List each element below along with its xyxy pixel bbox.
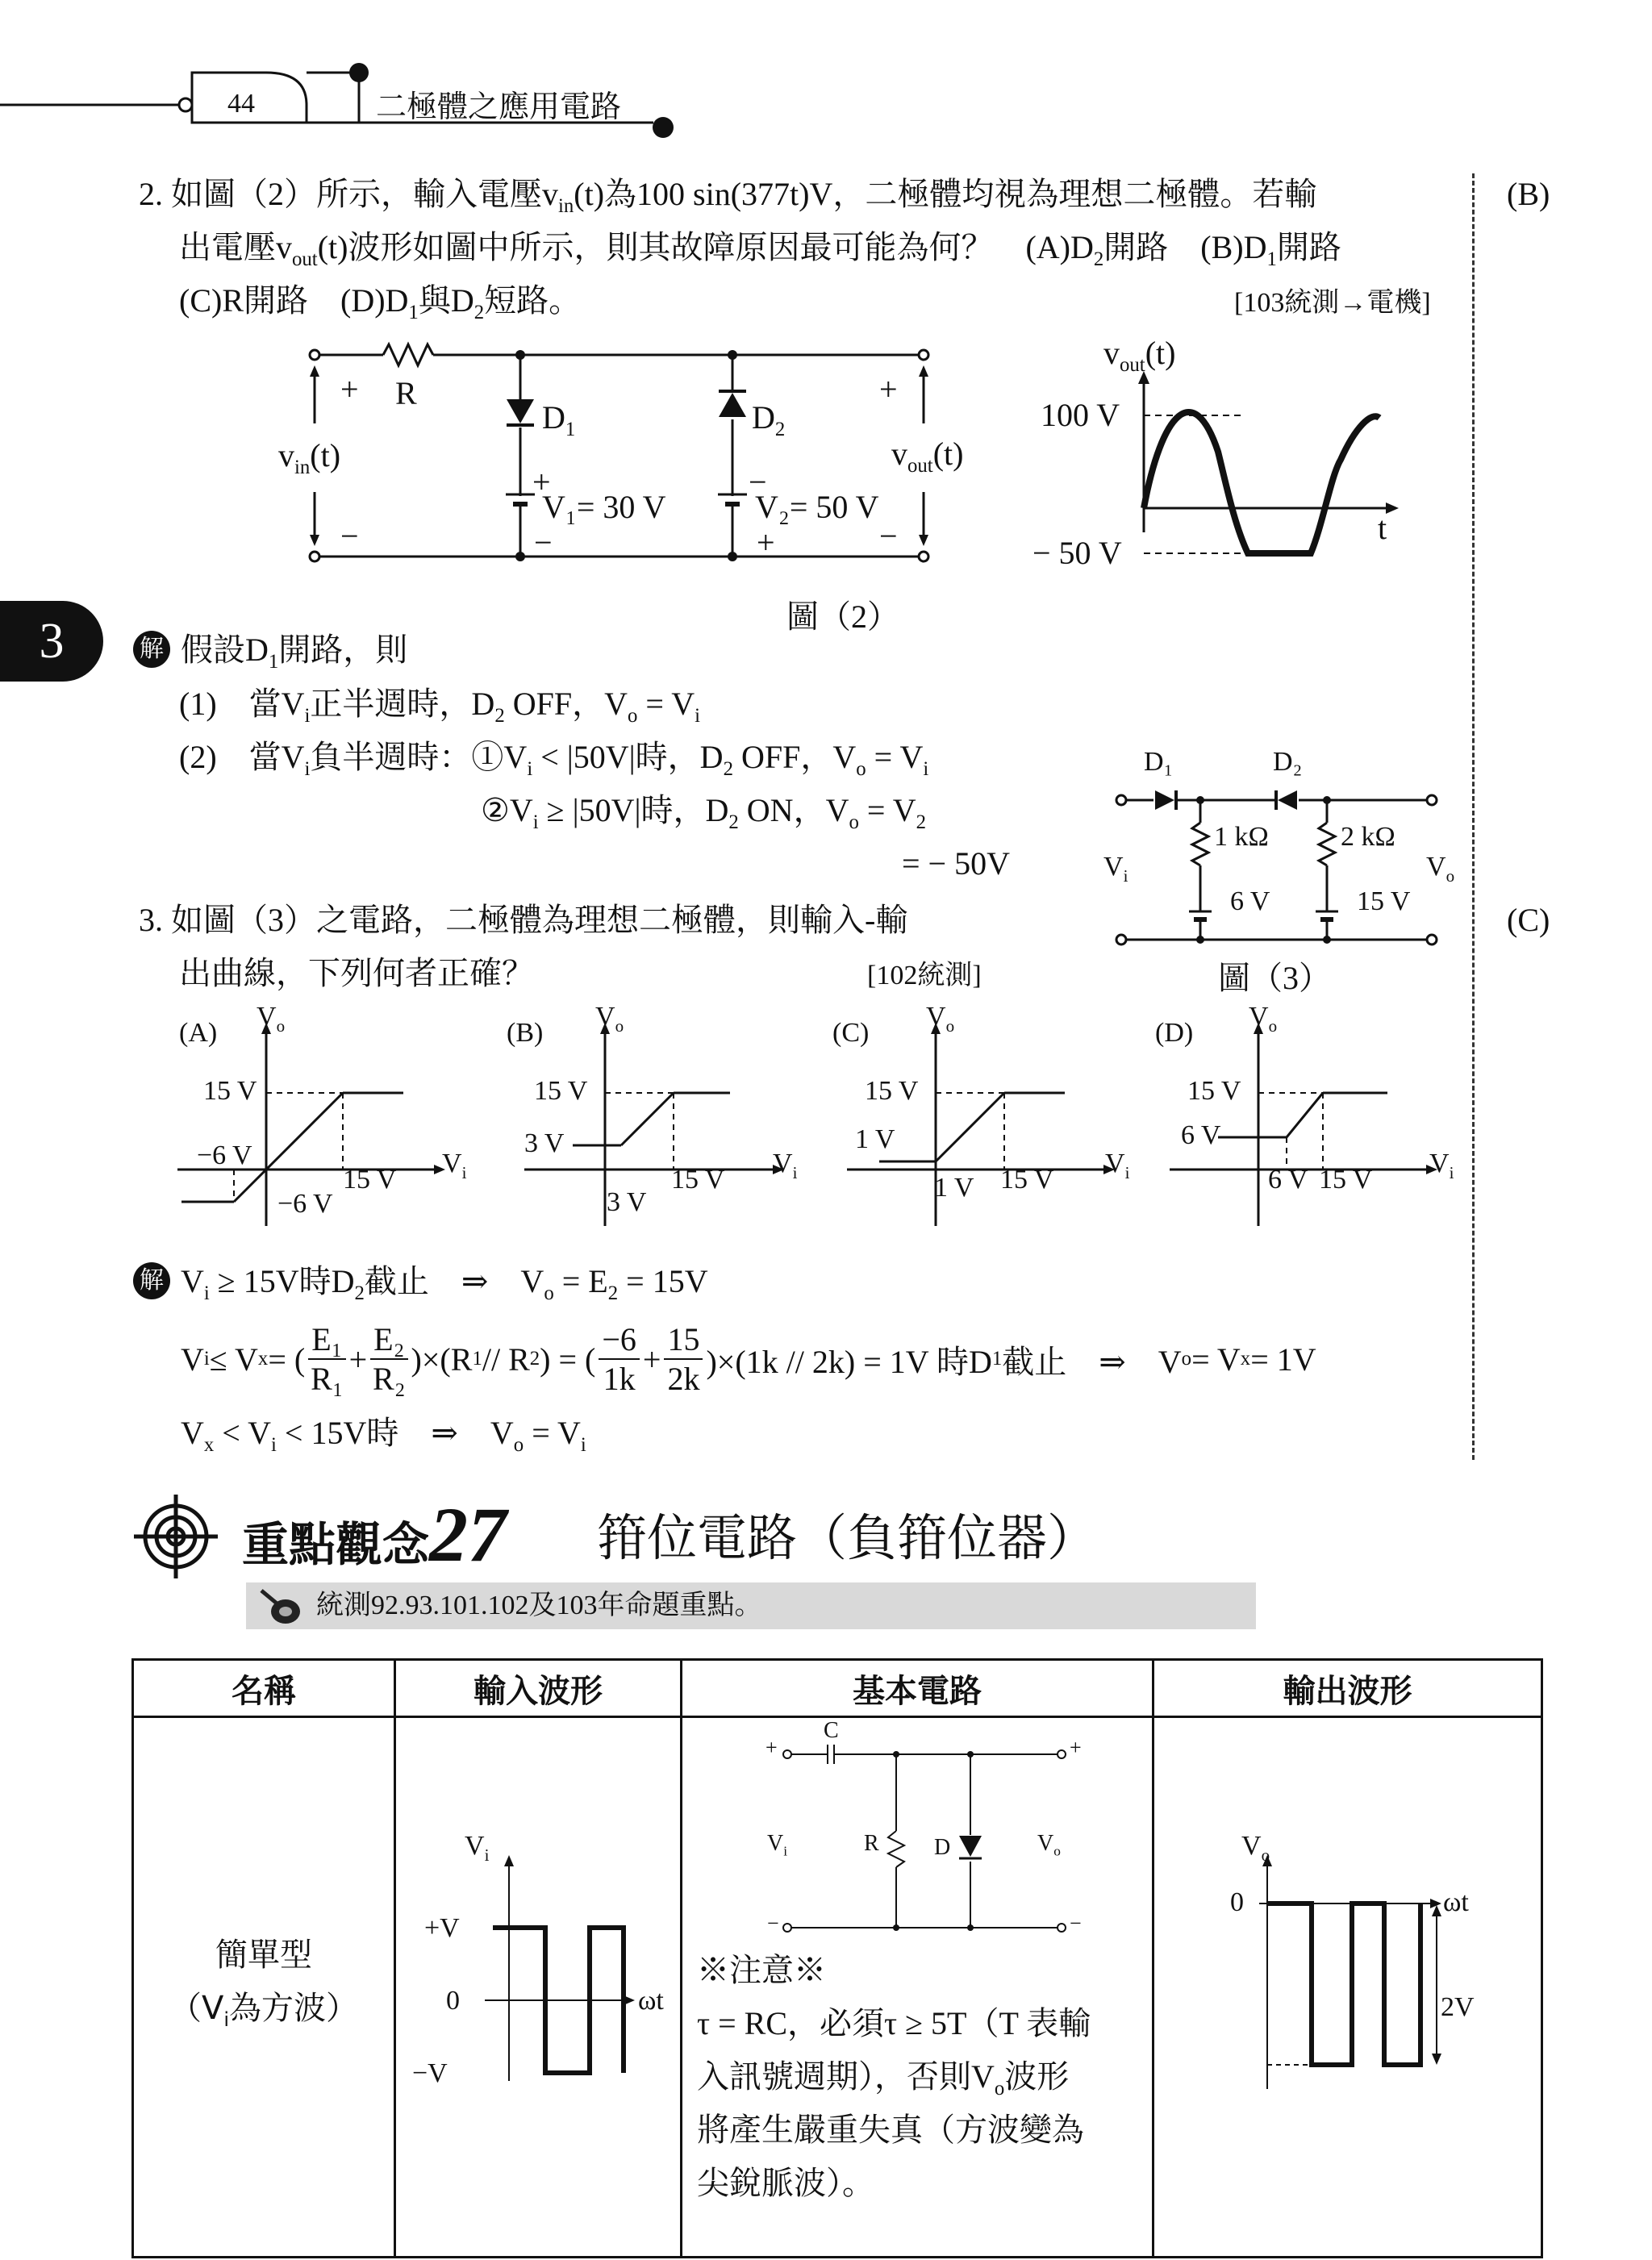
figure-2-caption: 圖（2） bbox=[786, 598, 899, 635]
sol3-line3: $V_x < V_i < 15V$時 ⇒ $V_o = V_i$ bbox=[181, 1415, 586, 1456]
fig2-vout-label: $v_{out}(t)$ bbox=[891, 436, 964, 477]
option-c-mid: 1 V bbox=[855, 1124, 895, 1154]
sol2-step2: (2) 當$V_i$負半週時：$①V_i < |50V|$時，$D_2$ OFF，$V_o = V_i$ bbox=[179, 739, 929, 780]
option-b-label: (B) bbox=[507, 1018, 544, 1048]
input-square-wave bbox=[404, 1823, 670, 2145]
option-a-top: 15 V bbox=[203, 1076, 257, 1106]
option-a-mid: −6 V bbox=[197, 1140, 252, 1170]
option-b-vi: $V_i$ bbox=[773, 1149, 798, 1182]
option-d-vi: $V_i$ bbox=[1429, 1149, 1454, 1182]
fig3-r1: 1 kΩ bbox=[1214, 822, 1269, 852]
output-amplitude: 2V bbox=[1441, 1992, 1475, 2022]
figure-2-waveform bbox=[1129, 371, 1404, 573]
fig2-minus-out: − bbox=[879, 518, 898, 554]
option-c-vo: $V_o$ bbox=[926, 1002, 955, 1036]
input-minus: −V bbox=[412, 2058, 448, 2088]
sol2-step3: $②V_i \ge |50V|$時，$D_2$ ON，$V_o = V_2$ bbox=[481, 792, 927, 833]
circuit-cell bbox=[682, 1717, 1153, 2258]
fig2-v2-plus: + bbox=[757, 524, 775, 561]
fig2-wave-top: 100 V bbox=[1041, 397, 1120, 433]
sol3-line2: V i ≤ V x = ( E₁ R₁ + E₂ R₂ )×(R 1 // R 2 ) = ( −6 1k + 15 2k )×(1k // 2k) = 1V 時D 1 截止 ⇒ V o = V x = 1V bbox=[181, 1321, 1316, 1397]
table-header: 名稱 bbox=[133, 1660, 395, 1717]
circuit-plus-in: + bbox=[766, 1736, 778, 1759]
option-a-xl2: −6 V bbox=[277, 1189, 333, 1219]
q2-line2: 出電壓$v_{out}(t)$波形如圖中所示，則其故障原因最可能為何？ $(A)D_2$開路 $(B)D_1$開路 bbox=[179, 229, 1341, 270]
option-c-top: 15 V bbox=[865, 1076, 919, 1106]
note-line-3: 將產生嚴重失真（方波變為 bbox=[697, 2112, 1084, 2148]
answer-divider bbox=[1472, 173, 1475, 1460]
fig3-e2: 15 V bbox=[1357, 886, 1411, 916]
fig2-v2-minus: − bbox=[749, 464, 767, 500]
fig3-d1: D₁ bbox=[1144, 747, 1174, 777]
circuit-vi-label: $V_i$ bbox=[767, 1831, 788, 1859]
fig2-v1-plus: + bbox=[532, 464, 551, 500]
solution-icon: 解 bbox=[133, 631, 170, 668]
circuit-minus-in: − bbox=[767, 1912, 779, 1935]
fig2-wave-xlabel: t bbox=[1378, 510, 1387, 546]
option-d-xl2: 6 V bbox=[1268, 1165, 1308, 1195]
option-b-vo: $V_o$ bbox=[595, 1002, 624, 1036]
fig2-minus-in: − bbox=[340, 518, 359, 554]
note-line-2: 入訊號週期），否則$V_o$波形 bbox=[697, 2058, 1070, 2099]
note-line-4: 尖銳脈波）。 bbox=[697, 2165, 874, 2201]
option-a-xl: 15 V bbox=[343, 1165, 397, 1195]
fig2-plus-in: + bbox=[340, 371, 359, 407]
input-plus: +V bbox=[424, 1913, 460, 1943]
q3-line1: 3. 如圖（3）之電路，二極體為理想二極體，則輸入-輸 bbox=[139, 902, 908, 938]
fig3-vi: $V_i$ bbox=[1103, 852, 1128, 886]
figure-3-circuit bbox=[1105, 778, 1468, 952]
option-d-xl: 15 V bbox=[1319, 1165, 1373, 1195]
section-subtitle: 箝位電路（負箝位器） bbox=[597, 1508, 1098, 1567]
sol2-intro: 假設$D_1$開路，則 bbox=[181, 632, 408, 673]
circuit-d-label: D bbox=[934, 1835, 951, 1860]
page-number: 44 bbox=[227, 89, 255, 119]
option-d-mid: 6 V bbox=[1181, 1120, 1221, 1150]
circuit-plus-out: + bbox=[1070, 1736, 1082, 1759]
option-d-vo: $V_o$ bbox=[1249, 1002, 1278, 1036]
fig3-r2: 2 kΩ bbox=[1341, 822, 1395, 852]
clamper-table bbox=[131, 1658, 1543, 2258]
input-ylabel: $V_i$ bbox=[465, 1831, 490, 1865]
option-a-vi: $V_i$ bbox=[442, 1149, 467, 1182]
fig2-d2-label: $D_2$ bbox=[752, 399, 786, 440]
circuit-minus-out: − bbox=[1070, 1912, 1082, 1935]
circuit-c-label: C bbox=[824, 1718, 839, 1743]
section-title: 重點觀念27 bbox=[242, 1491, 507, 1578]
option-b-xl: 15 V bbox=[671, 1165, 725, 1195]
option-b-top: 15 V bbox=[534, 1076, 588, 1106]
fig2-v2-label: V₂= 50 V bbox=[755, 489, 879, 525]
option-d-top: 15 V bbox=[1187, 1076, 1241, 1106]
sol3-line1: $V_i \ge 15V$時$D_2$截止 ⇒ $V_o = E_2 = 15V$ bbox=[181, 1263, 708, 1304]
fig2-r-label: R bbox=[395, 375, 417, 411]
fig2-v1-label: V₁= 30 V bbox=[542, 489, 666, 525]
table-header: 輸出波形 bbox=[1153, 1660, 1542, 1717]
fig2-d1-label: $D_1$ bbox=[542, 399, 576, 440]
q3-source: [102統測] bbox=[867, 961, 982, 990]
option-graphs bbox=[169, 1008, 1492, 1242]
output-square-wave bbox=[1170, 1831, 1525, 2121]
table-header: 基本電路 bbox=[682, 1660, 1153, 1717]
fig2-wave-ylabel: $v_{out}(t)$ bbox=[1103, 335, 1176, 376]
option-c-vi: $V_i$ bbox=[1105, 1149, 1130, 1182]
option-b-xl2: 3 V bbox=[607, 1187, 647, 1217]
fig3-e1: 6 V bbox=[1230, 886, 1270, 916]
sol2-step4: = − 50V bbox=[902, 845, 1011, 882]
q2-source: [103統測→電機] bbox=[1234, 288, 1431, 318]
side-tab: 3 bbox=[0, 601, 103, 682]
note-text: 統測92.93.101.102及103年命題重點。 bbox=[316, 1591, 762, 1620]
option-d-label: (D) bbox=[1155, 1018, 1194, 1048]
input-wave-cell bbox=[395, 1717, 682, 2258]
fig3-vo: $V_o$ bbox=[1426, 852, 1455, 886]
row-name-cell: 簡單型 （$V_i$為方波） bbox=[133, 1717, 395, 2258]
solution-icon: 解 bbox=[133, 1262, 170, 1299]
option-a-label: (A) bbox=[179, 1018, 218, 1048]
output-xlabel: ωt bbox=[1443, 1887, 1469, 1917]
q3-line2: 出曲線，下列何者正確？ bbox=[179, 955, 534, 991]
chapter-title: 二極體之應用電路 bbox=[376, 90, 622, 124]
pin-icon bbox=[257, 1582, 307, 1629]
fig2-plus-out: + bbox=[879, 371, 898, 407]
q2-answer: (B) bbox=[1507, 176, 1550, 212]
input-xlabel: ωt bbox=[638, 1986, 664, 2016]
fig2-wave-bottom: − 50 V bbox=[1032, 535, 1122, 571]
input-zero: 0 bbox=[446, 1986, 460, 2016]
note-line-1: τ = RC，必須τ ≥ 5T（T 表輸 bbox=[697, 2005, 1091, 2041]
fig3-d2: D₂ bbox=[1273, 747, 1303, 777]
output-ylabel: $V_o$ bbox=[1241, 1831, 1270, 1865]
option-c-label: (C) bbox=[832, 1018, 870, 1048]
output-zero: 0 bbox=[1230, 1887, 1244, 1917]
fig2-vin-label: $v_{in}(t)$ bbox=[278, 437, 341, 478]
target-icon bbox=[131, 1492, 220, 1581]
table-header: 輸入波形 bbox=[395, 1660, 682, 1717]
q3-answer: (C) bbox=[1507, 902, 1550, 938]
q2-line3: (C)R開路 $(D)D_1$與$D_2$短路。 bbox=[179, 282, 582, 323]
fig2-v1-minus: − bbox=[534, 524, 553, 561]
sol2-step1: (1) 當$V_i$正半週時，$D_2$ OFF，$V_o = V_i$ bbox=[179, 686, 701, 727]
output-wave-cell bbox=[1153, 1717, 1542, 2258]
note-title: ※注意※ bbox=[697, 1952, 826, 1988]
option-a-vo: $V_o$ bbox=[257, 1002, 286, 1036]
option-c-xl: 15 V bbox=[1000, 1165, 1054, 1195]
circuit-r-label: R bbox=[864, 1831, 879, 1856]
option-c-xl2: 1 V bbox=[934, 1173, 974, 1203]
figure-3-caption: 圖（3） bbox=[1218, 960, 1331, 996]
option-b-mid: 3 V bbox=[524, 1128, 565, 1158]
circuit-vo-label: $V_o$ bbox=[1037, 1831, 1061, 1859]
q2-line1: 2. 如圖（2）所示，輸入電壓$v_{in}(t)$為100 sin(377t)V，二極體均視為理想二極體。若輸 bbox=[139, 176, 1317, 217]
